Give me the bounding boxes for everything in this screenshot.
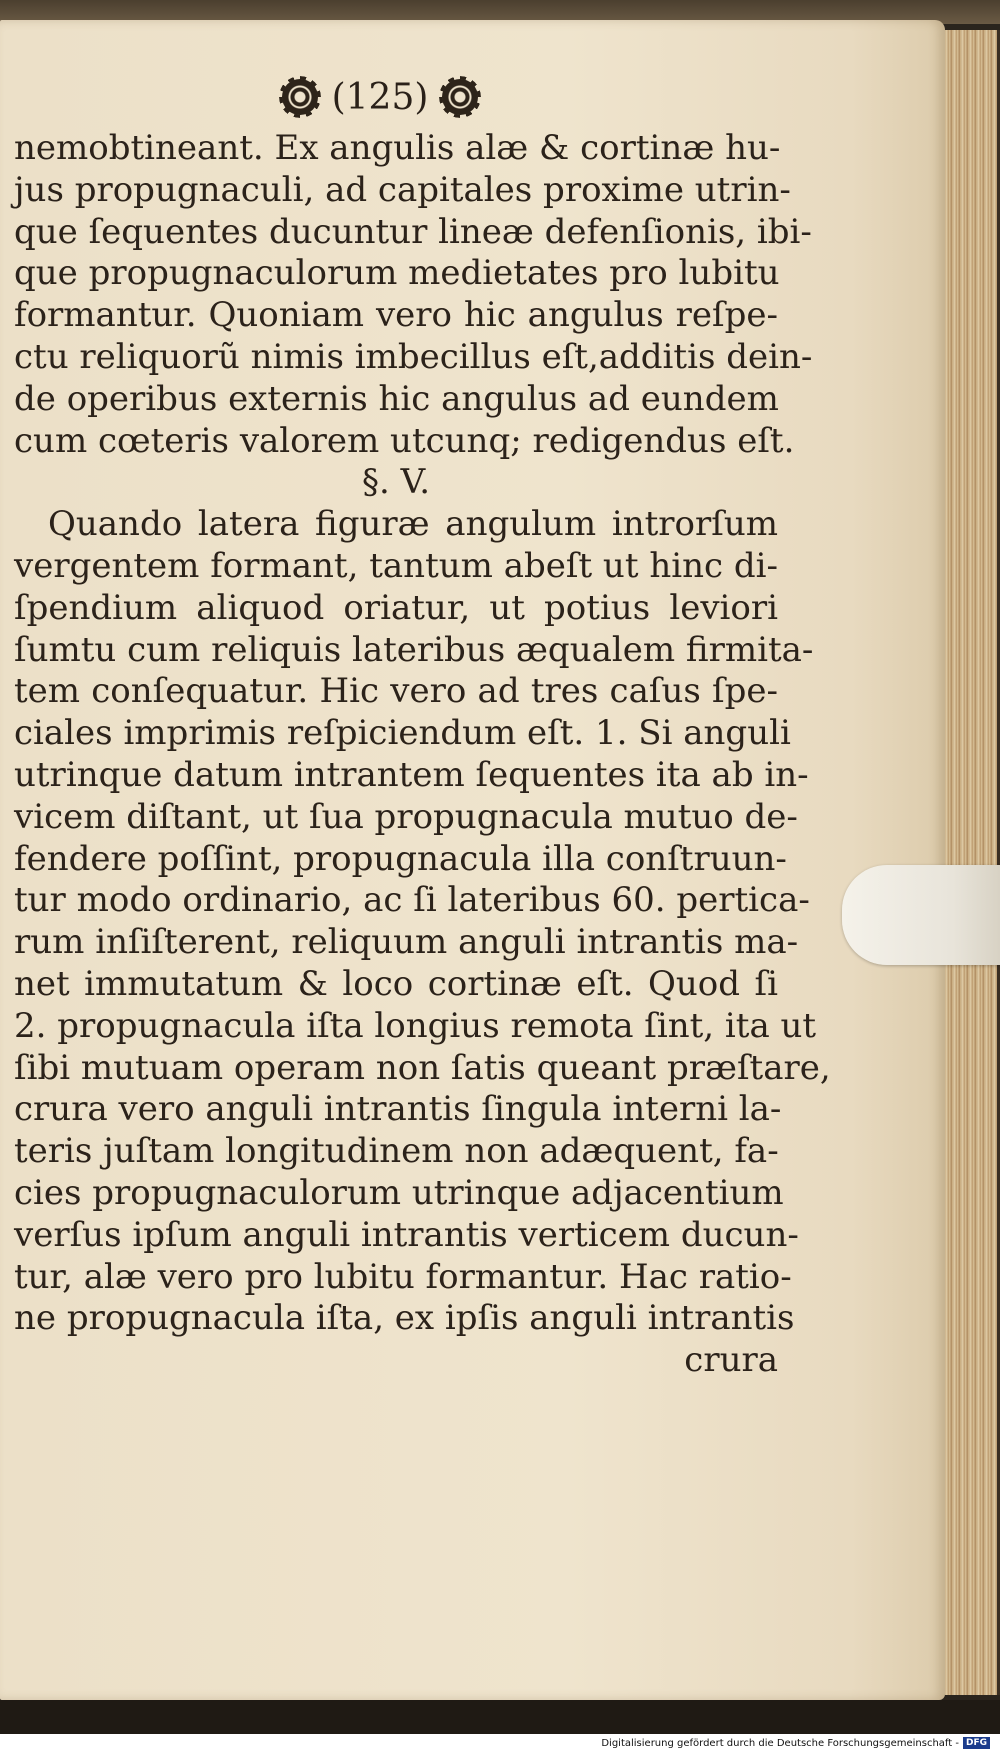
- text-line: que propugnaculorum medietates pro lubitu: [14, 253, 780, 294]
- text-line: tur modo ordinario, ac ſi lateribus 60. pertica-: [14, 880, 810, 921]
- text-line: cum cœteris valorem utcunq; redigendus eſt.: [14, 420, 795, 461]
- text-line: crura vero anguli intrantis ſingula interni la-: [14, 1089, 782, 1130]
- text-line: vicem diſtant, ut ſua propugnacula mutuo de-: [14, 796, 798, 837]
- text-line: ne propugnacula iſta, ex ipſis anguli intrantis: [14, 1298, 795, 1339]
- text-line: nemobtineant. Ex angulis alæ & cortinæ hu-: [14, 128, 781, 168]
- page-header: [270, 72, 490, 122]
- text-line: rum inſiſterent, reliquum anguli intrantis ma-: [14, 922, 799, 963]
- text-line: verſus ipſum anguli intrantis verticem ducun-: [14, 1214, 799, 1255]
- section-heading: §. V.: [361, 462, 431, 503]
- text-line: vergentem formant, tantum abeſt ut hinc di-: [14, 545, 778, 586]
- text-line: teris juſtam longitudinem non adæquent, fa-: [14, 1131, 779, 1172]
- rosette-ornament-left-icon: [282, 79, 318, 115]
- text-line: net immutatum & loco cortinæ eſt. Quod ſi: [14, 963, 778, 1004]
- catchword: crura: [684, 1340, 778, 1381]
- credit-text: Digitalisierung gefördert durch die Deutsche Forschungsgemeinschaft -: [601, 1737, 959, 1749]
- text-line: Quando latera figuræ angulum introrſum: [48, 504, 778, 545]
- dfg-logo-icon: DFG: [963, 1737, 990, 1749]
- text-line: ſibi mutuam operam non ſatis queant præſtare,: [14, 1047, 831, 1088]
- text-line: utrinque datum intrantem ſequentes ita ab in-: [14, 754, 809, 795]
- text-line: jus propugnaculi, ad capitales proxime utrin-: [14, 169, 791, 210]
- rosette-ornament-right-icon: [442, 79, 478, 115]
- text-line: 2. propugnacula iſta longius remota ſint, ita ut: [14, 1005, 817, 1046]
- text-line: ciales imprimis reſpiciendum eſt. 1. Si anguli: [14, 713, 791, 754]
- text-line: ctu reliquorũ nimis imbecillus eſt,additis dein-: [14, 336, 813, 377]
- text-line: tem conſequatur. Hic vero ad tres caſus ſpe-: [14, 671, 778, 712]
- text-line: que ſequentes ducuntur lineæ defenſionis, ibi-: [14, 211, 812, 252]
- text-line: de operibus externis hic angulus ad eundem: [14, 378, 779, 419]
- body-text: [14, 128, 831, 1382]
- book-page-edges: [945, 30, 1000, 1695]
- text-line: tur, alæ vero pro lubitu formantur. Hac ratio-: [14, 1256, 792, 1297]
- scan-bottom-edge: [0, 1700, 1000, 1734]
- page-number: (125): [331, 76, 429, 118]
- text-line: fendere poſſint, propugnacula illa conſtruun-: [14, 838, 787, 879]
- digitization-credit: [601, 1737, 990, 1749]
- text-line: formantur. Quoniam vero hic angulus reſpe-: [14, 295, 778, 336]
- text-line: ſumtu cum reliquis lateribus æqualem firmita-: [14, 629, 814, 670]
- bookmark-tab: [842, 865, 1000, 965]
- text-line: ſpendium aliquod oriatur, ut potius leviori: [14, 587, 778, 628]
- text-line: cies propugnaculorum utrinque adjacentium: [14, 1172, 784, 1213]
